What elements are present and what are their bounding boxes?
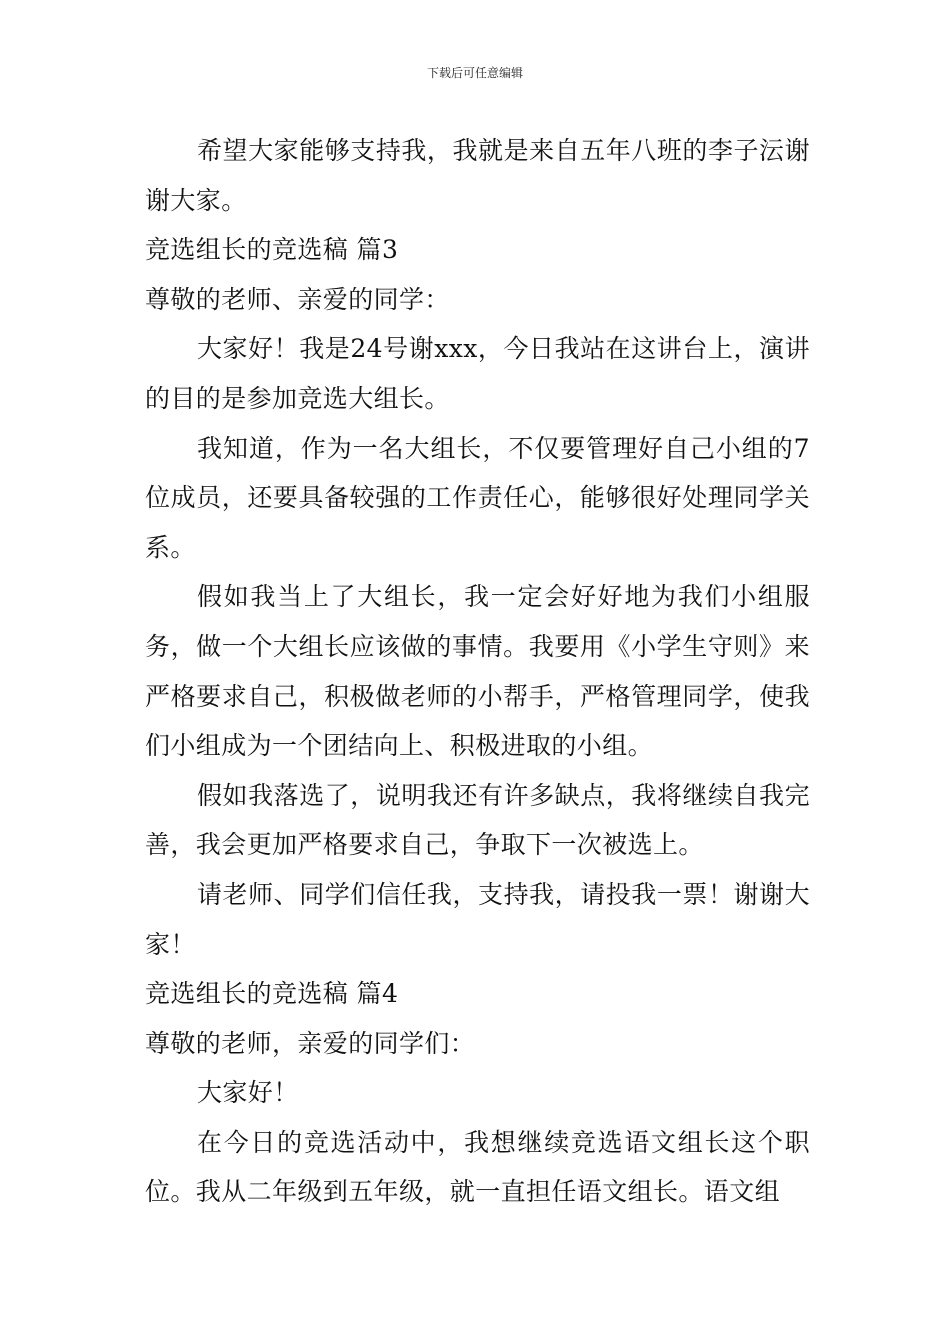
closing-paragraph: 希望大家能够支持我，我就是来自五年八班的李子沄谢谢大家。 <box>145 136 810 215</box>
paragraph-4-2: 在今日的竞选活动中，我想继续竞选语文组长这个职位。我从二年级到五年级，就一直担任语文组长。语文组 <box>145 1127 810 1207</box>
document-body <box>145 126 810 1217</box>
paragraph-3-1: 大家好！我是24号谢xxx，今日我站在这讲台上，演讲的目的是参加竞选大组长。 <box>145 334 810 413</box>
section-heading-4: 竞选组长的竞选稿 篇4 <box>145 979 399 1009</box>
salutation-4: 尊敬的老师，亲爱的同学们： <box>145 1028 476 1058</box>
paragraph-4-1: 大家好！ <box>197 1078 299 1108</box>
paragraph-3-3: 假如我当上了大组长，我一定会好好地为我们小组服务，做一个大组长应该做的事情。我要用《小学生守则》来严格要求自己，积极做老师的小帮手，严格管理同学，使我们小组成为一个团结向上、积极进取的小组。 <box>145 582 810 761</box>
paragraph-3-5: 请老师、同学们信任我，支持我，请投我一票！谢谢大家！ <box>145 879 810 959</box>
section-heading-3: 竞选组长的竞选稿 篇3 <box>145 235 399 265</box>
page-header: 下载后可任意编辑 <box>426 66 523 80</box>
paragraph-3-4: 假如我落选了，说明我还有许多缺点，我将继续自我完善，我会更加严格要求自己，争取下一次被选上。 <box>145 780 810 860</box>
paragraph-3-2: 我知道，作为一名大组长，不仅要管理好自己小组的7位成员，还要具备较强的工作责任心，能够很好处理同学关系。 <box>145 433 810 562</box>
salutation-3: 尊敬的老师、亲爱的同学： <box>145 284 450 314</box>
